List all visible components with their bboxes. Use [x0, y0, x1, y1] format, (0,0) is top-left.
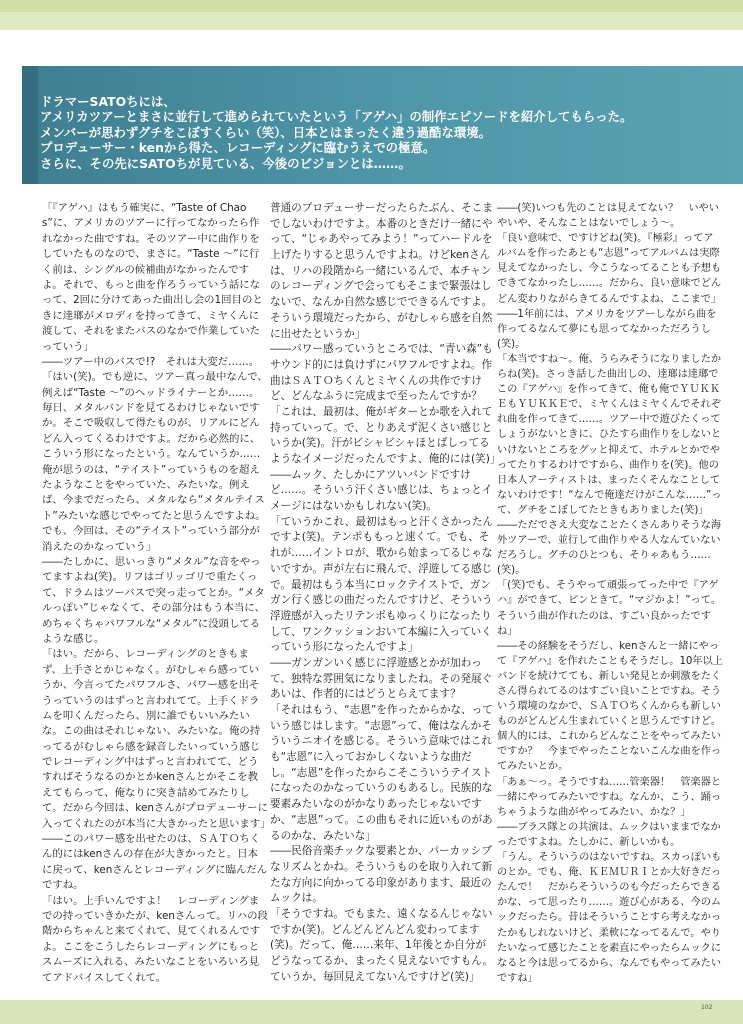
paragraph: ――その経験をそうだし、kenさんと一緒にやって『アゲハ』を作れたこともそうだし。10年以上バンドを続けてても、新しい発見とか刺激をたくさん得られてるのはすごい良いことですね。そういう環境のなかで、ＳＡＴＯちくんからも新しいものがどんどん生まれていくと思うんですけど。個人的には、これからどんなことをやってみたいですか？ 今までやったことないこんな曲を作ってみたいとか。 [497, 640, 723, 773]
paragraph: 「はい。上手いんですよ！ レコーディングまでの持っていきかたが、kenさんって。リハの段階からちゃんと来てくれて、見てくれるんですよ。ここをこうしたらレコーディングにもっとスムーズに入れる、みたいなことをいろいろ見てアドバイスしてくれて。 [42, 894, 268, 984]
article-column-1 [42, 201, 271, 986]
article-column-2 [270, 201, 501, 985]
paragraph: ――民俗音楽チックな要素とか、パーカッシブなリズムとかね。そういうものを取り入れて新たな方向に向かってる印象があります、最近のムックは。 [270, 845, 493, 905]
paragraph: ――(笑)いつも先のことは見えてない？ いやいやいや、そんなことはないでしょう～。 [497, 203, 719, 230]
paragraph: 「そうですね。でもまた、遠くなるんじゃないですか(笑)。どんどんどんどん変わってます(笑)。だって、俺……来年、1年後とか自分がどうなってるか、まったく見えないですもん。ていうか、毎回見えてないんですけど(笑)」 [270, 907, 494, 983]
lead-line: ドラマーSATOちには、 [40, 94, 176, 109]
paragraph: ――ガンガンいく感じに浮遊感とかが加わって、独特な雰囲気になりましたね。その発展ぐあいは、作者的にはどうとらえてます？ [270, 656, 493, 701]
paragraph: 「(笑)でも、そうやって頑張ってった中で『アゲハ』ができて、ピンときて。“マジかよ！”って。そういう曲が作れたのは、すごい良かったですね」 [497, 580, 721, 637]
lead-line: メンバーが思わずグチをこぼすくらい（笑）、日本とはまったく違う過酷な環境。 [40, 124, 492, 140]
paragraph: 普通のプロデューサーだったらたぶん、そこまでしないわけですよ。本番のときだけ一緒にやって、“じゃあやってみよう！”ってハードルを上げたりすると思うんですよね。けどkenさんは、リハの段階から一緒にいるんで、本チャンのレコーディングで会ってもそこまで緊張はしないで、なんか自然な感じでできるんですよ。そういう環境だったから、がむしゃら感を自然に出せたというか」 [270, 202, 493, 340]
paragraph: 「あぁ～っ。そうですね……管楽器！ 管楽器と一緒にやってみたいですね。なんか、こう、踊っちゃうような曲がやってみたい、かな？」 [497, 776, 722, 818]
paragraph: 「本当ですね～。俺、うらみそうになりましたからね(笑)。さっき話した曲出しの、逹瑯は逹瑯でこの『アゲハ』を作ってきて、俺も俺でＹＵＫＫＥもＹＵＫＫＥで、ミヤくんはミヤくんでそれぞれ曲を作ってきて……。ツアー中で遊びたくってしょうがないときに、ひたすら曲作りをしないといけないところをグッと抑えて、ホテルとかでやってたりするわけですから、曲作りを(笑)。他の日本人アーティストは、まったくそんなことしてないわけです！“なんで俺達だけがこんな……”って、グチをこぼしてたときもありました(笑)」 [497, 353, 722, 516]
paragraph: 「はい(笑)。でも逆に、ツアー真っ最中なんで、例えば“Taste ～”のヘッドライナーとか……。毎日、メタルバンドを見てるわけじゃないですか。そこで吸収して得たものが、リアルにどんどん入ってくるわけですよ。だから必然的に、こういう形になったという。なんていうか……俺が思うのは、“テイスト”っていうものを超えたようなことをやっていた、みたいな。例えば、今までだったら、メタルなら“メタルテイスト”みたいな感じでやってたと思うんですよね。でも、今回は、その“テイスト”っていう部分が消えたのかなっていう」 [42, 371, 268, 553]
paragraph: ――ムック、たしかにアツいバンドですけど……。そういう汗くさい感じは、ちょっとイメージにはないかもしれない(笑)。 [270, 468, 493, 513]
intro-lead-text [40, 94, 730, 171]
paragraph: 「『アゲハ』はもう確実に、“Taste of Chaos”に、アメリカのツアーに行ってなかったら作れなかった曲ですね。そのツアー中に曲作りをしていたものなので、まさに。“Taste ～”に行く前は、シングルの候補曲がなかったんですよ。それで、もっと曲を作ろうっていう話になって、2回に分けてあった曲出し会の1回目のときに逹瑯がメロディを持ってきて、ミヤくんに渡して、それをまたバスのなかで作業していたっていう」 [42, 202, 263, 353]
lead-line: アメリカツアーとまさに並行して進められていたという「アゲハ」の制作エピソードを紹介してもらった。 [40, 109, 633, 125]
paragraph: 「これは、最初は、俺がギターとか歌を入れて持っていって。で、とりあえず泥くさい感じというか(笑)。汗がビシャビシャほとばしってるようなイメージだったんですよ、俺的には(笑)」 [270, 405, 501, 465]
lead-line: さらに、その先にSATOちが見ている、今後のビジョンとは……。 [40, 155, 411, 171]
paragraph: ――このパワー感を出せたのは、ＳＡＴＯちくん的にはkenさんの存在が大きかったと。日本に戻って、kenさんとレコーディングに臨んだんですね。 [42, 833, 268, 892]
article-column-3 [497, 201, 723, 986]
paragraph: 「はい。だから、レコーディングのときもまず、上手さとかじゃなく。がむしゃら感っていうか、今言ってたパワフルさ、パワー感を出そうっていうのはずっと言われてて。上手くドラムを叩くんだったら、別に誰でもいいみたいな。この曲はそれじゃない、みたいな。俺の持ってるがむしゃら感を録音したいっていう感じでレコーディング中はずっと言われてて、どうすればそうなるのかとかkenさんとかそこを教えてもらって、俺なりに突き詰めてみたりして。だから今回は、kenさんがプロデューサーに入ってくれたのが本当に大きかったと思います」 [42, 648, 271, 830]
paragraph: ――1年前には、アメリカをツアーしながら曲を作ってるなんて夢にも思ってなかっただろうし(笑)。 [497, 308, 717, 350]
paragraph: 「うん。そういうのはないですね。スカっぽいものとか。でも、俺、ＫＥＭＵＲＩとか大好きだったんで！ だからそういうのも今だったらできるかな、って思ったり……。遊び心がある、今のムックだったら。昔はそういうことすら考えなかったかもしれないけど、柔軟になってるんで。やりたいなって感じたことを素直にやったらムックになると今は思ってるから、なんでもやってみたいですね」 [497, 852, 722, 984]
paragraph: ――ただでさえ大変なことたくさんありそうな海外ツアーで、並行して曲作りやる人なんていないだろうし。グチのひとつも、そりゃあもう……(笑)。 [497, 519, 722, 577]
paragraph: ――たしかに、思いっきり“メタル”な音をやってますよね(笑)。リフはゴリッゴリで重たくって、ドラムはツーバスで突っ走ってとか。“メタルっぽい”じゃなくて、その部分はもう本当に、めちゃくちゃパワフルな“メタル”に没頭してるような感じ。 [42, 555, 266, 645]
paragraph: ――ブラス隊との共演は、ムックはいままでなかったですよね。たしかに、新しいかも。 [497, 821, 721, 848]
paragraph: ――パワー感っていうところでは、“青い森”もサウンド的には負けずにパワフルですよね。作曲はＳＡＴＯちくんとミヤくんの共作ですけど、どんなふうに完成まで至ったんですか？ [270, 343, 493, 403]
intro-banner-edge [22, 66, 38, 184]
paragraph: 「それはもう、“志恩”を作ったからかな、っていう感じはします。“志恩”って、俺はなんかそういうニオイを感じる。そういう意味ではこれも“志恩”に入っておかしくないような曲だし。“志恩”を作ったからこそこういうテイストになったのかなっていうのもあるし。民族的な要素みたいなのがかなりあったじゃないですか、“志恩”って。この曲もそれに近いものがあるのかな、みたいな」 [270, 704, 493, 842]
top-color-band [0, 0, 743, 12]
page-number: 102 [701, 1004, 713, 1011]
paragraph: 「良い意味で、ですけどね(笑)。『極彩』ってアルバムを作ったあとも“志恩”ってアルバムは実際見えてなかったし、今こうなってることも予想もできてなかったし……。だから、良い意味でどんどん変わりながらきてるんですよね、ここまで」 [497, 233, 722, 305]
paragraph: 「ていうかこれ、最初はもっと汗くさかったんですよ(笑)。テンポももっと速くて。でも、それが……イントロが、歌から始まってるじゃないですか。声が左右に飛んで、浮遊してる感じで。最初はもう本当にロックテイストで、ガンガン行く感じの曲だったんですけど、そういう浮遊感が入ったリテンポもゆっくりになったりして、ワンクッションおいて本編に入っていくっていう形になったんですよ」 [270, 515, 494, 654]
bottom-color-stripe [0, 1000, 743, 1024]
lead-line: プロデューサー・kenから得た、レコーディングに臨むうえでの極意。 [40, 140, 436, 156]
paragraph: ――ツアー中のバスで!? それは大変だ……。 [42, 355, 260, 368]
